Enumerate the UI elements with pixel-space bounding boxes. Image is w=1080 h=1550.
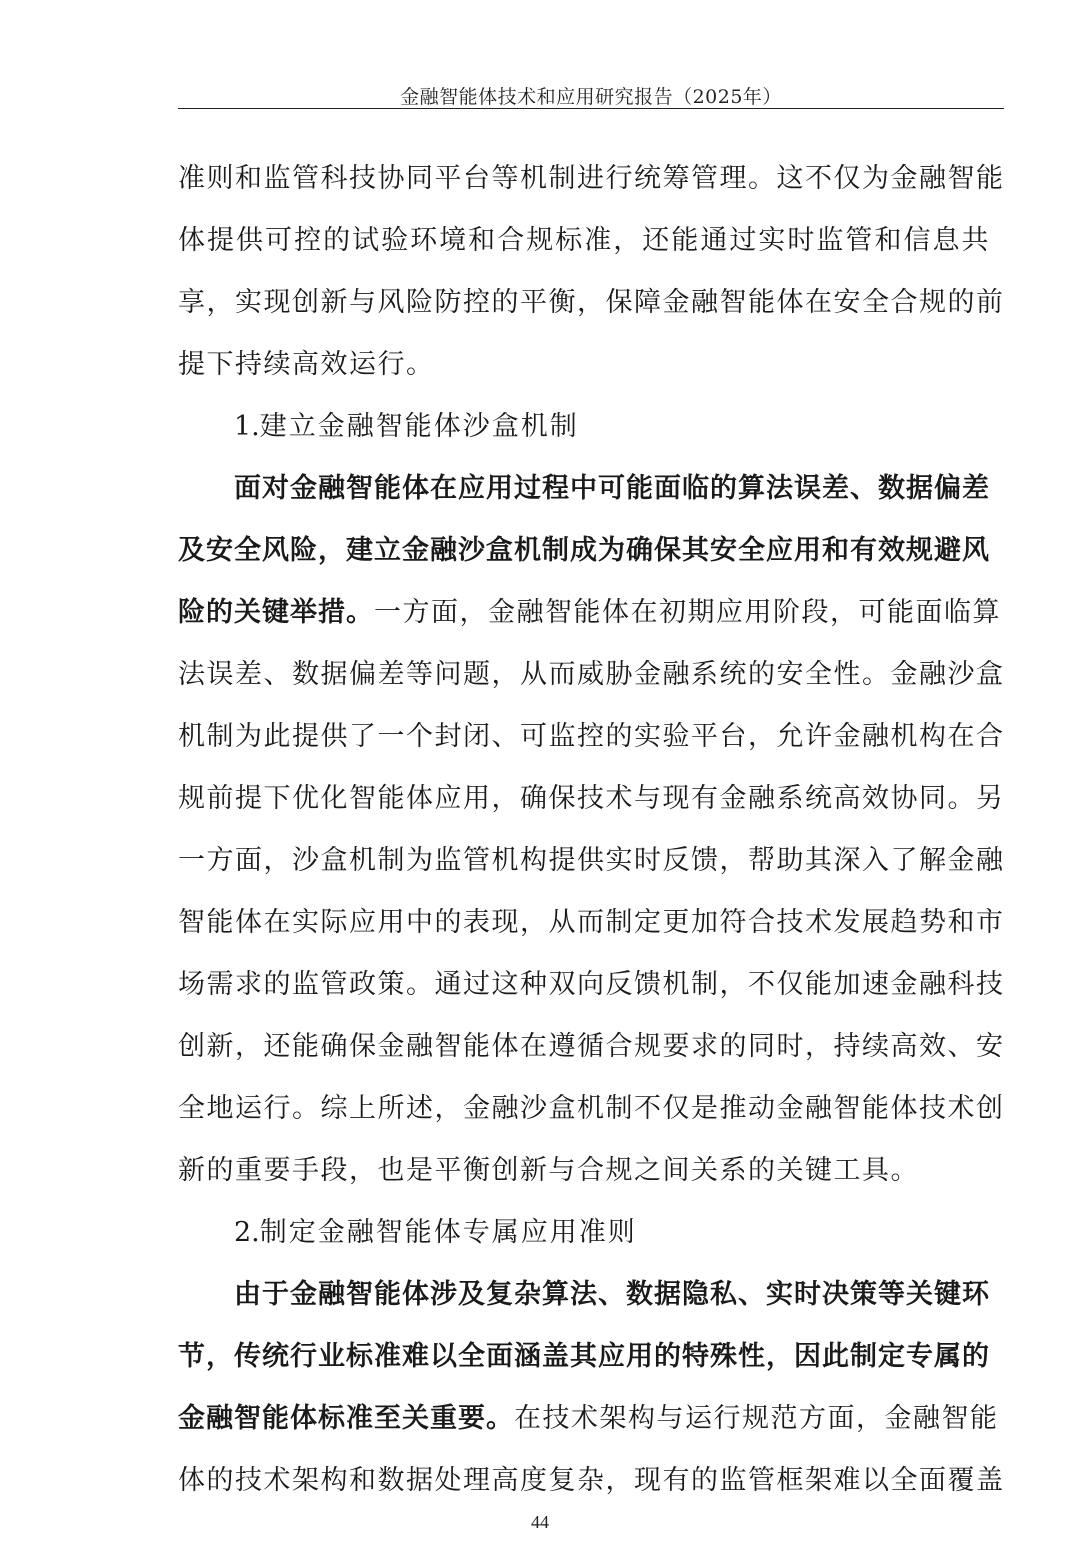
paragraph-line: 体的技术架构和数据处理高度复杂，现有的监管框架难以全面覆盖 [178, 1465, 1005, 1496]
paragraph-line: 机制为此提供了一个封闭、可监控的实验平台，允许金融机构在合 [178, 721, 1005, 752]
section-heading [178, 1202, 990, 1264]
bold-phrase: 金融智能体标准至关重要。 [178, 1403, 514, 1434]
header-rule [178, 108, 1004, 109]
section-title: 建立金融智能体沙盒机制 [259, 411, 579, 442]
paragraph-line: 创新，还能确保金融智能体在遵循合规要求的同时，持续高效、安 [178, 1031, 1005, 1062]
paragraph-line-bold: 面对金融智能体在应用过程中可能面临的算法误差、数据偏差 [234, 473, 990, 504]
body-text [178, 148, 1005, 1512]
text-run: 在技术架构与运行规范方面，金融智能 [514, 1403, 999, 1434]
paragraph-line: 一方面，沙盒机制为监管机构提供实时反馈，帮助其深入了解金融 [178, 845, 1005, 876]
paragraph-line [178, 1388, 999, 1450]
paragraph-line-bold: 及安全风险，建立金融沙盒机制成为确保其安全应用和有效规避风 [178, 535, 990, 566]
paragraph-line: 智能体在实际应用中的表现，从而制定更加符合技术发展趋势和市 [178, 907, 1005, 938]
paragraph-line: 享，实现创新与风险防控的平衡，保障金融智能体在安全合规的前 [178, 287, 1005, 318]
paragraph-line: 法误差、数据偏差等问题，从而威胁金融系统的安全性。金融沙盒 [178, 659, 1005, 690]
paragraph-line: 准则和监管科技协同平台等机制进行统筹管理。这不仅为金融智能 [178, 163, 1005, 194]
section-heading [178, 396, 990, 458]
section-number: 1. [234, 411, 260, 442]
paragraph-line: 规前提下优化智能体应用，确保技术与现有金融系统高效协同。另 [178, 783, 1005, 814]
paragraph-line: 全地运行。综上所述，金融沙盒机制不仅是推动金融智能体技术创 [178, 1093, 1005, 1124]
section-title: 制定金融智能体专属应用准则 [259, 1217, 637, 1248]
paragraph-line: 新的重要手段，也是平衡创新与合规之间关系的关键工具。 [178, 1155, 919, 1186]
paragraph-line: 体提供可控的试验环境和合规标准，还能通过实时监管和信息共 [178, 225, 990, 256]
page-number: 44 [531, 1512, 549, 1532]
section-number: 2. [234, 1217, 260, 1248]
text-run: 一方面，金融智能体在初期应用阶段，可能面临算 [374, 597, 1001, 628]
paragraph-line-bold: 节，传统行业标准难以全面涵盖其应用的特殊性，因此制定专属的 [178, 1341, 990, 1372]
paragraph-line-bold: 由于金融智能体涉及复杂算法、数据隐私、实时决策等关键环 [234, 1279, 990, 1310]
paragraph-line [178, 582, 1001, 644]
paragraph-line: 提下持续高效运行。 [178, 349, 435, 380]
paragraph-line: 场需求的监管政策。通过这种双向反馈机制，不仅能加速金融科技 [178, 969, 1005, 1000]
running-header: 金融智能体技术和应用研究报告（2025年） [400, 86, 782, 108]
bold-phrase: 险的关键举措。 [178, 597, 374, 628]
